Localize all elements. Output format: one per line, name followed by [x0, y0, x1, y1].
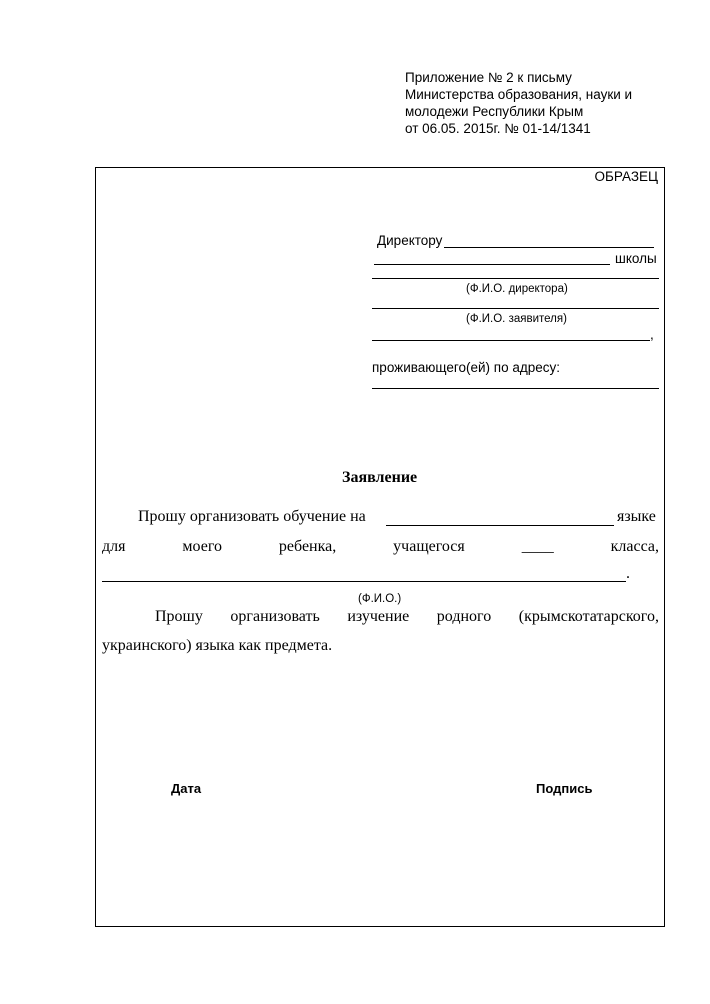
signature-label: Подпись	[536, 781, 593, 796]
sample-label: ОБРАЗЕЦ	[594, 169, 658, 184]
word: моего	[182, 538, 222, 555]
director-name-field[interactable]	[444, 247, 654, 248]
word: организовать	[230, 608, 320, 625]
word: Прошу	[155, 608, 203, 625]
applicant-fio-line[interactable]	[372, 308, 659, 309]
word: класса,	[610, 538, 659, 555]
word: для	[102, 538, 126, 555]
period: .	[626, 565, 630, 582]
director-fio-caption: (Ф.И.О. директора)	[466, 283, 568, 295]
request-start-text: Прошу организовать обучение на	[138, 508, 366, 525]
address-line[interactable]	[372, 388, 659, 389]
school-name-field[interactable]	[374, 264, 610, 265]
applicant-extra-line[interactable]	[372, 340, 650, 341]
school-label: школы	[615, 251, 657, 266]
header-line: Приложение № 2 к письму	[405, 70, 572, 85]
word: изучение	[347, 608, 410, 625]
word: родного	[436, 608, 492, 625]
comma: ,	[650, 327, 654, 342]
applicant-fio-caption: (Ф.И.О. заявителя)	[466, 313, 567, 325]
word: (крымскотатарского,	[518, 608, 659, 625]
header-line: от 06.05. 2015г. № 01-14/1341	[405, 121, 591, 136]
subject-row	[155, 608, 659, 626]
appendix-header	[405, 69, 632, 137]
language-suffix: языке	[617, 508, 656, 525]
address-label: проживающего(ей) по адресу:	[372, 360, 561, 375]
date-label: Дата	[171, 781, 202, 796]
word: учащегося	[393, 538, 465, 555]
document-title: Заявление	[342, 469, 418, 486]
student-row	[102, 538, 659, 556]
header-line: Министерства образования, науки и	[405, 87, 633, 102]
language-field[interactable]	[386, 525, 614, 526]
child-fio-caption: (Ф.И.О.)	[358, 593, 402, 605]
subject-row-end: украинского) языка как предмета.	[102, 637, 333, 654]
grade-field[interactable]: ____	[521, 538, 554, 555]
director-label: Директору	[377, 233, 443, 248]
director-fio-line[interactable]	[372, 278, 659, 279]
child-fio-field[interactable]	[102, 581, 626, 582]
word: ребенка,	[278, 538, 337, 555]
header-line: молодежи Республики Крым	[405, 104, 584, 119]
